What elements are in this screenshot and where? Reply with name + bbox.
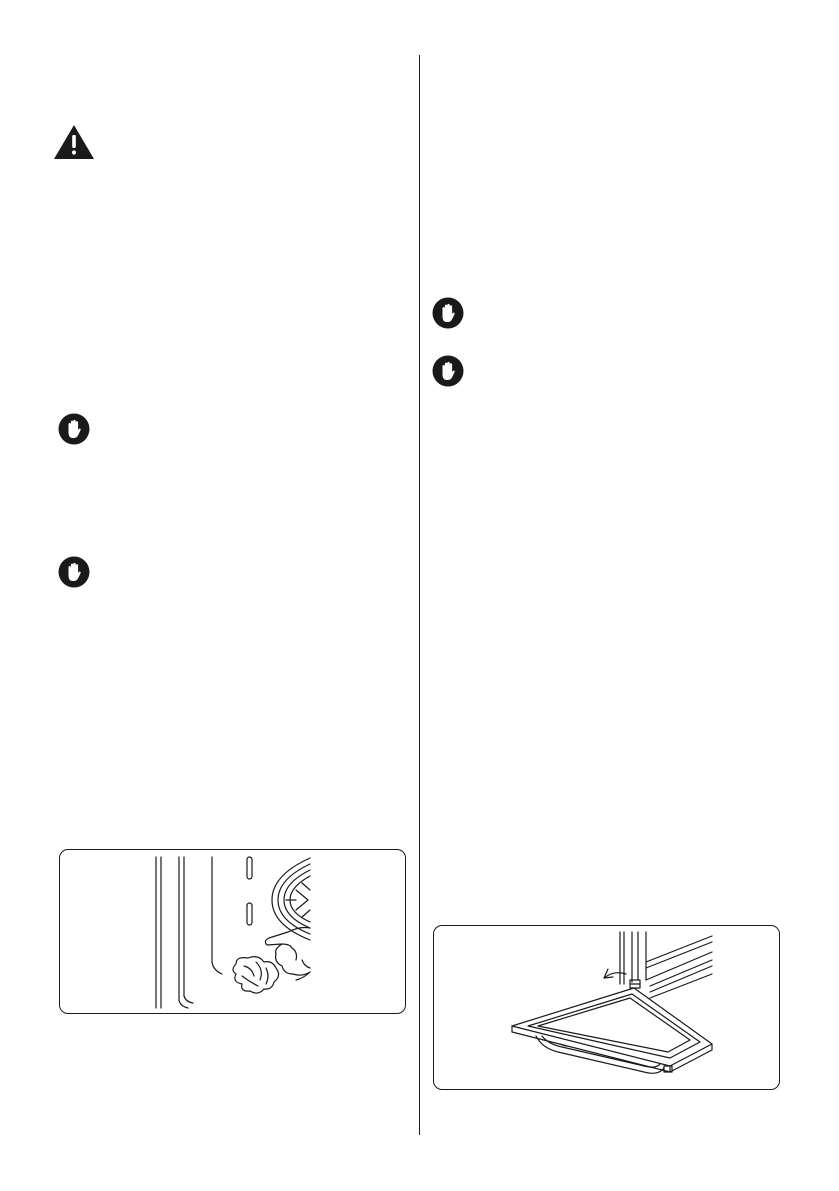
column-divider	[419, 55, 420, 1135]
warning-triangle-icon	[53, 124, 95, 160]
oven-door-removal-illustration	[434, 926, 779, 1089]
stop-hand-icon	[432, 355, 464, 387]
oven-door-cleaning-figure	[59, 849, 406, 1014]
stop-hand-icon	[58, 556, 90, 588]
stop-hand-icon	[432, 297, 464, 329]
oven-door-removal-figure	[433, 925, 780, 1090]
stop-hand-icon	[58, 413, 90, 445]
oven-door-cleaning-illustration	[60, 850, 405, 1013]
